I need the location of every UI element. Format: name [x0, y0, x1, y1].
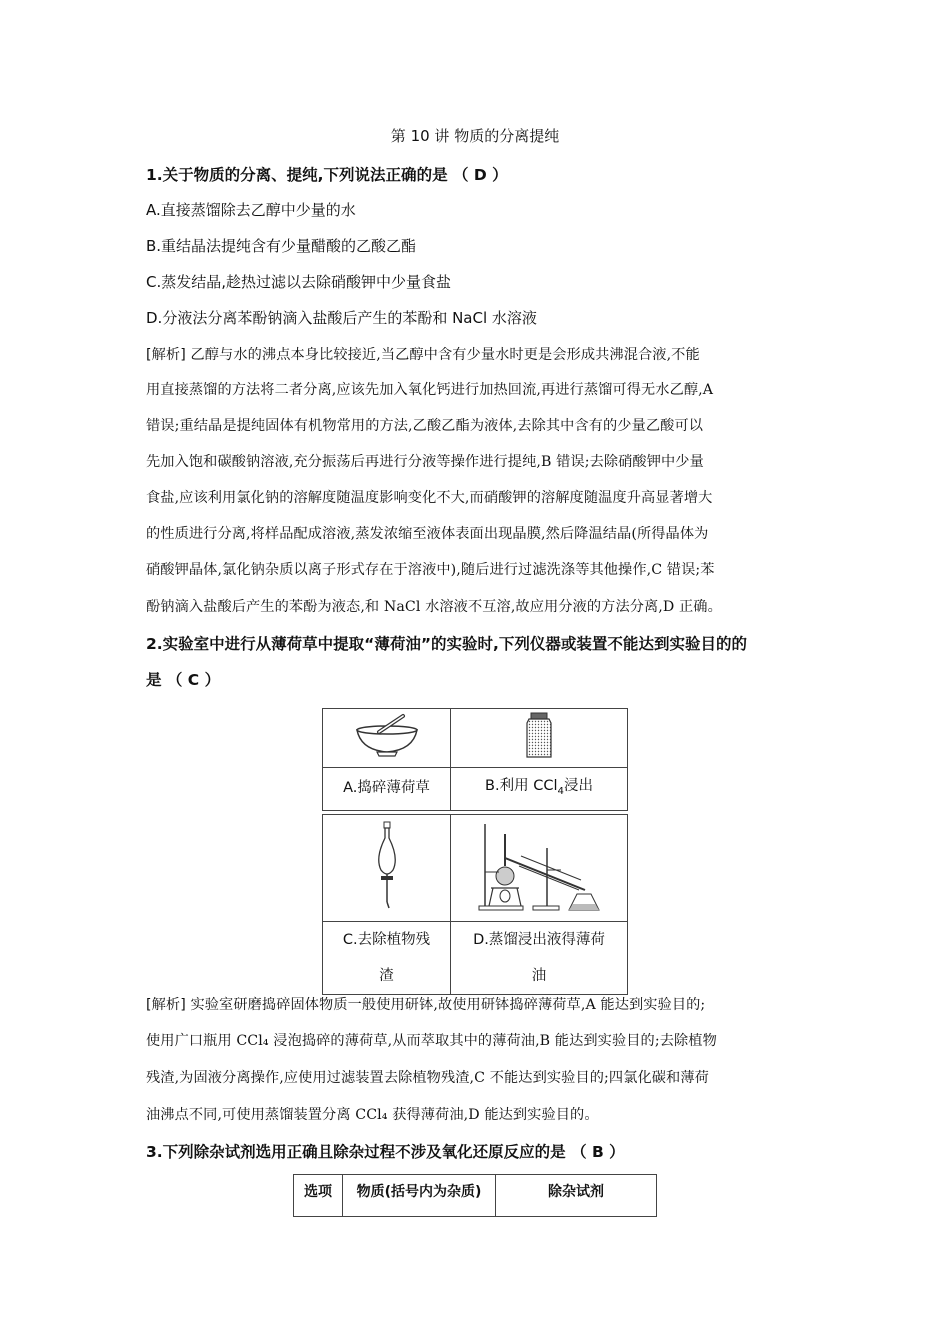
- q2-analysis-line-4: 油沸点不同,可使用蒸馏装置分离 CCl₄ 获得薄荷油,D 能达到实验目的。: [146, 1107, 599, 1123]
- q1-option-c: C.蒸发结晶,趁热过滤以去除硝酸钾中少量食盐: [146, 273, 452, 291]
- distillation-apparatus-icon: [469, 818, 609, 914]
- q3-stem: 3.下列除杂试剂选用正确且除杂过程不涉及氧化还原反应的是 （ B ）: [146, 1143, 625, 1161]
- q1-analysis-line-6: 的性质进行分离,将样品配成溶液,蒸发浓缩至液体表面出现晶膜,然后降温结晶(所得晶体为: [146, 526, 709, 542]
- mortar-pestle-icon: [347, 712, 427, 760]
- q2-apparatus-table: [322, 708, 628, 995]
- q1-analysis-line-4: 先加入饱和碳酸钠溶液,充分振荡后再进行分液等操作进行提纯,B 错误;去除硝酸钾中少量: [146, 454, 704, 470]
- q2-analysis-line-1: [解析] 实验室研磨捣碎固体物质一般使用研钵,故使用研钵捣碎薄荷草,A 能达到实验目的;: [146, 997, 706, 1013]
- q2-analysis-line-3: 残渣,为固液分离操作,应使用过滤装置去除植物残渣,C 不能达到实验目的;四氯化碳和薄荷: [146, 1070, 709, 1086]
- wide-mouth-bottle-icon: [519, 711, 559, 761]
- q1-option-d: D.分液法分离苯酚钠滴入盐酸后产生的苯酚和 NaCl 水溶液: [146, 309, 537, 327]
- q1-stem: 1.关于物质的分离、提纯,下列说法正确的是 （ D ）: [146, 166, 508, 184]
- cell-c-caption: C.去除植物残 渣: [323, 921, 451, 994]
- q2-stem-line-1: 2.实验室中进行从薄荷草中提取“薄荷油”的实验时,下列仪器或装置不能达到实验目的的: [146, 635, 747, 653]
- q2-analysis-tag: [解析]: [146, 997, 186, 1013]
- q3-header-option: 选项: [294, 1175, 343, 1217]
- q1-option-a: A.直接蒸馏除去乙醇中少量的水: [146, 201, 356, 219]
- q1-analysis-line-2: 用直接蒸馏的方法将二者分离,应该先加入氧化钙进行加热回流,再进行蒸馏可得无水乙醇,A: [146, 382, 714, 398]
- q3-header-substance: 物质(括号内为杂质): [343, 1175, 496, 1217]
- q1-analysis-line-8: 酚钠滴入盐酸后产生的苯酚为液态,和 NaCl 水溶液不互溶,故应用分液的方法分离,D 正确。: [146, 599, 722, 615]
- wide-mouth-bottle-cell: [451, 709, 628, 768]
- q2-analysis-line-2: 使用广口瓶用 CCl₄ 浸泡捣碎的薄荷草,从而萃取其中的薄荷油,B 能达到实验目的;去除植物: [146, 1033, 717, 1049]
- q3-header-reagent: 除杂试剂: [496, 1175, 657, 1217]
- cell-b-caption: B.利用 CCl$_4$浸出: [451, 768, 628, 811]
- page-title: 第 10 讲 物质的分离提纯: [390, 127, 560, 145]
- q1-analysis-line-1: [解析] 乙醇与水的沸点本身比较接近,当乙醇中含有少量水时更是会形成共沸混合液,不能: [146, 347, 700, 363]
- q1-analysis-line-7: 硝酸钾晶体,氯化钠杂质以离子形式存在于溶液中),随后进行过滤洗涤等其他操作,C 错误;苯: [146, 562, 715, 578]
- cell-d-caption: D.蒸馏浸出液得薄荷 油: [451, 921, 628, 994]
- q1-analysis-line-5: 食盐,应该利用氯化钠的溶解度随温度影响变化不大,而硝酸钾的溶解度随温度升高显著增大: [146, 490, 713, 506]
- cell-a-caption: A.捣碎薄荷草: [323, 768, 451, 811]
- q1-analysis-line-3: 错误;重结晶是提纯固体有机物常用的方法,乙酸乙酯为液体,去除其中含有的少量乙酸可以: [146, 418, 704, 434]
- q1-option-b: B.重结晶法提纯含有少量醋酸的乙酸乙酯: [146, 237, 417, 255]
- separatory-funnel-icon: [367, 818, 407, 914]
- q1-analysis-tag: [解析]: [146, 347, 186, 363]
- separatory-funnel-cell: [323, 814, 451, 921]
- distillation-setup-cell: [451, 814, 628, 921]
- q2-stem-line-2: 是 （ C ）: [146, 671, 221, 689]
- mortar-pestle-cell: [323, 709, 451, 768]
- q3-table: [293, 1174, 657, 1217]
